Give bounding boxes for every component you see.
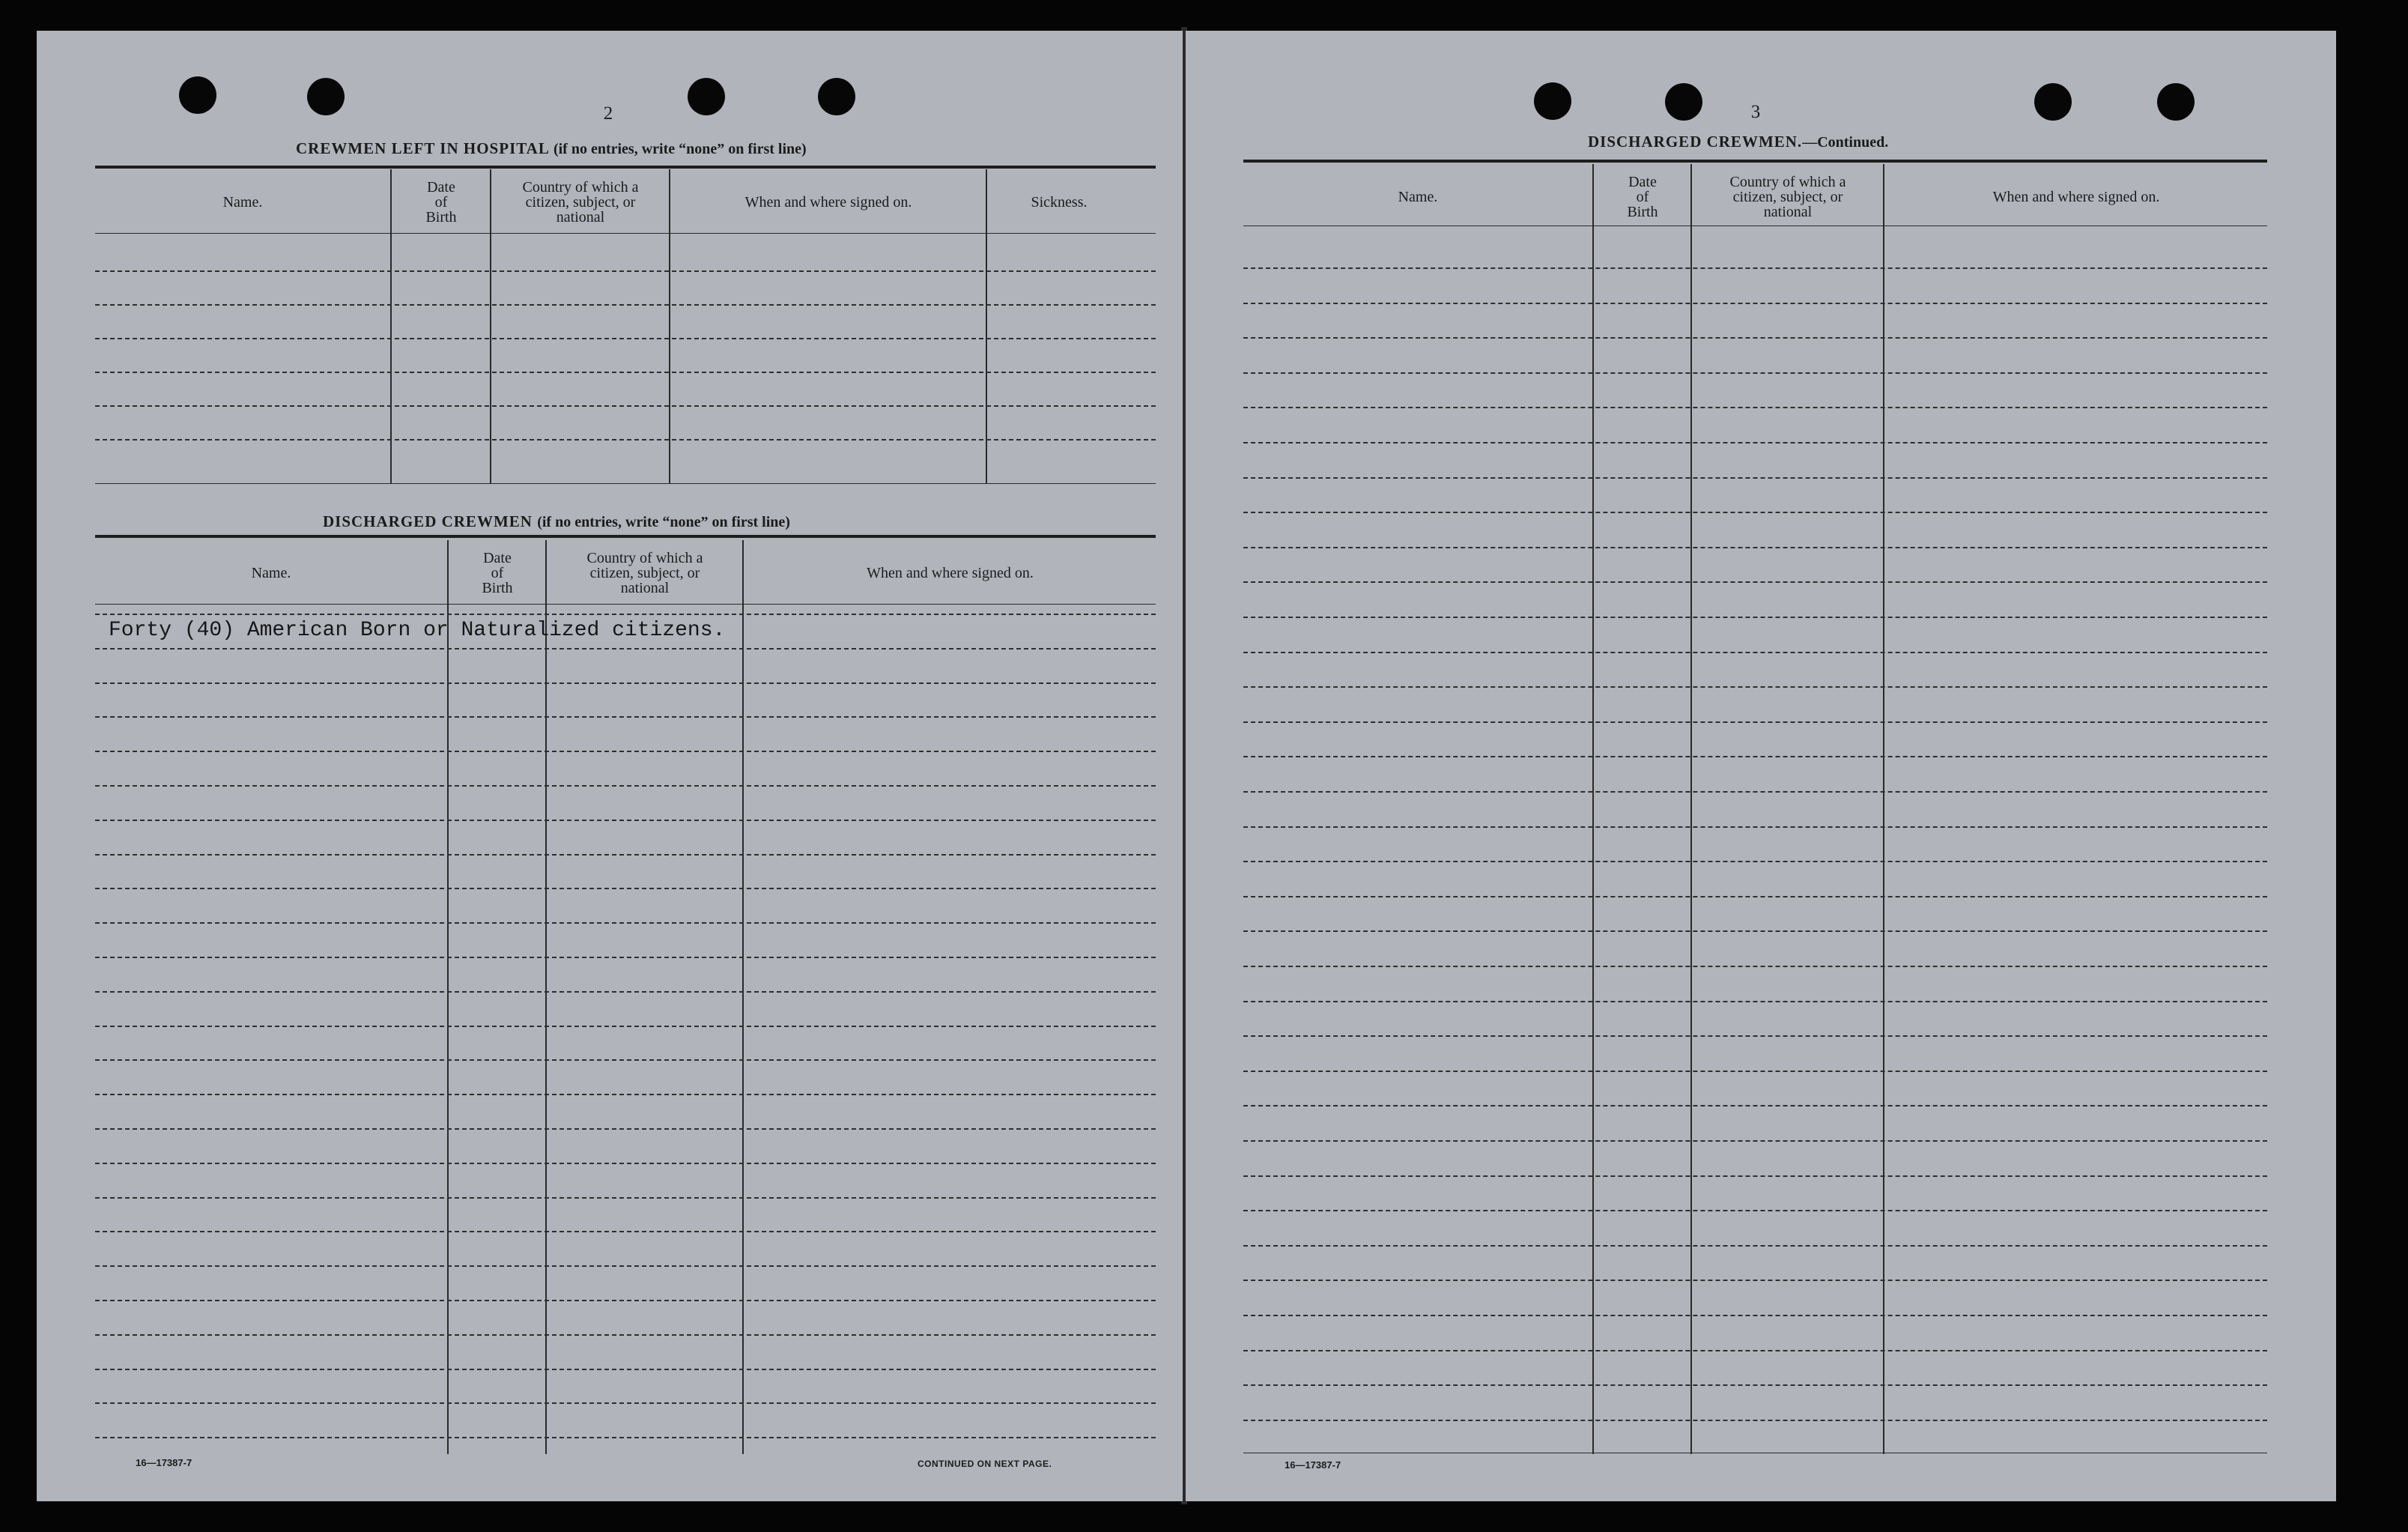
column-divider: [742, 540, 744, 1454]
ruled-line: [1243, 337, 2267, 339]
punch-hole: [179, 76, 216, 114]
ruled-line: [95, 1300, 1156, 1301]
punch-hole: [1534, 82, 1571, 120]
ruled-line: [95, 304, 1156, 306]
discharged-instruction: (if no entries, write “none” on first line): [537, 514, 790, 530]
ruled-line: [1243, 617, 2267, 618]
column-divider: [986, 169, 987, 484]
ruled-line: [1243, 721, 2267, 723]
column-divider: [1592, 164, 1594, 1454]
ruled-line: [1243, 896, 2267, 897]
right-col-signed-header: When and where signed on.: [1992, 189, 2160, 205]
right-section-title: [1588, 133, 1888, 151]
ruled-line: [1243, 267, 2267, 269]
ruled-line: [1243, 966, 2267, 967]
punch-hole: [2034, 83, 2072, 121]
ruled-line: [95, 405, 1156, 407]
right-col-dob-header: Date of Birth: [1627, 174, 1658, 220]
column-divider: [390, 169, 392, 484]
page-number: 3: [1750, 102, 1761, 122]
ruled-line: [1243, 547, 2267, 548]
punch-hole: [818, 78, 855, 115]
right-page: [1186, 31, 2336, 1501]
hospital-section-title: [296, 139, 807, 158]
ruled-line: [1243, 686, 2267, 688]
ruled-line: [95, 1265, 1156, 1267]
discharged-col-name-header: Name.: [251, 565, 291, 581]
ruled-line: [95, 1094, 1156, 1095]
ruled-line: [95, 716, 1156, 718]
ruled-line: [95, 682, 1156, 684]
ruled-line: [1243, 1035, 2267, 1037]
ruled-line: [1243, 407, 2267, 408]
ruled-line: [1243, 372, 2267, 374]
ruled-line: [1243, 1350, 2267, 1351]
ruled-line: [1243, 1420, 2267, 1421]
ruled-line: [95, 1026, 1156, 1027]
ruled-line: [95, 1437, 1156, 1438]
column-divider: [1690, 164, 1692, 1454]
ruled-line: [1243, 791, 2267, 793]
ruled-line: [95, 1059, 1156, 1061]
ruled-line: [95, 820, 1156, 821]
ruled-line: [1243, 1001, 2267, 1002]
ruled-line: [1243, 512, 2267, 513]
ruled-line: [1243, 581, 2267, 583]
punch-hole: [307, 78, 345, 115]
typed-entry: Forty (40) American Born or Naturalized citizens.: [109, 619, 726, 642]
ruled-line: [1243, 1210, 2267, 1211]
hospital-col-country-header: Country of which a citizen, subject, or national: [522, 179, 639, 225]
ruled-line: [95, 1163, 1156, 1164]
ruled-line: [95, 1369, 1156, 1370]
column-divider: [669, 169, 670, 484]
ruled-line: [1243, 442, 2267, 443]
right-col-name-header: Name.: [1398, 189, 1438, 205]
column-divider: [545, 540, 547, 1454]
hospital-col-signed-header: When and where signed on.: [744, 194, 912, 211]
ruled-line: [1243, 477, 2267, 479]
ruled-line: [1243, 930, 2267, 932]
ruled-line: [95, 785, 1156, 787]
discharged-header-rule: [95, 604, 1156, 605]
hospital-title-text: CREWMEN LEFT IN HOSPITAL: [296, 139, 549, 157]
ruled-line: [1243, 1315, 2267, 1316]
ruled-line: [95, 439, 1156, 440]
page-number: 2: [603, 103, 613, 124]
right-title-continued: —Continued.: [1802, 134, 1889, 151]
ruled-line: [1243, 652, 2267, 653]
ruled-line: [95, 1334, 1156, 1336]
right-title-text: DISCHARGED CREWMEN.: [1588, 133, 1803, 151]
ruled-line: [95, 1128, 1156, 1130]
ruled-line: [95, 751, 1156, 752]
ruled-line: [1243, 1105, 2267, 1106]
ruled-line: [1243, 1245, 2267, 1247]
ruled-line: [95, 372, 1156, 373]
ruled-line: [95, 1197, 1156, 1199]
hospital-col-sickness-header: Sickness.: [1031, 194, 1088, 211]
ruled-line: [1243, 1175, 2267, 1177]
ruled-line: [95, 338, 1156, 339]
hospital-col-name-header: Name.: [222, 194, 263, 211]
ruled-line: [1243, 861, 2267, 862]
ruled-line: [1243, 1140, 2267, 1142]
discharged-title-text: DISCHARGED CREWMEN: [323, 512, 533, 530]
column-divider: [490, 169, 491, 484]
discharged-col-country-header: Country of which a citizen, subject, or national: [586, 550, 703, 596]
discharged-top-rule: [95, 535, 1156, 538]
ruled-line: [1243, 1384, 2267, 1386]
column-divider: [1883, 164, 1884, 1454]
hospital-instruction: (if no entries, write “none” on first line): [553, 141, 807, 157]
ruled-line: [1243, 303, 2267, 304]
hospital-top-rule: [95, 166, 1156, 169]
left-page: [37, 31, 1183, 1501]
right-header-rule: [1243, 225, 2267, 226]
column-divider: [447, 540, 449, 1454]
ruled-line: [95, 991, 1156, 993]
discharged-col-dob-header: Date of Birth: [482, 550, 513, 596]
discharged-col-signed-header: When and where signed on.: [867, 565, 1034, 581]
hospital-header-rule: [95, 233, 1156, 234]
ruled-line: [1243, 1280, 2267, 1281]
hospital-col-dob-header: Date of Birth: [425, 179, 457, 225]
ruled-line: [1243, 1071, 2267, 1072]
punch-hole: [688, 78, 725, 115]
continued-note: CONTINUED ON NEXT PAGE.: [918, 1459, 1052, 1469]
ruled-line: [1243, 756, 2267, 757]
ruled-line: [1243, 826, 2267, 828]
ruled-line: [95, 854, 1156, 856]
ruled-line: [95, 957, 1156, 958]
ruled-line: [95, 1402, 1156, 1404]
ruled-line: [95, 648, 1156, 650]
right-col-country-header: Country of which a citizen, subject, or national: [1729, 174, 1846, 220]
ruled-line: [95, 922, 1156, 924]
punch-hole: [1665, 83, 1702, 121]
form-number: 16—17387-7: [1285, 1459, 1341, 1471]
ruled-line: [95, 1231, 1156, 1232]
form-number: 16—17387-7: [136, 1457, 192, 1468]
ruled-line: [95, 614, 1156, 615]
ruled-line: [95, 270, 1156, 272]
ruled-line: [95, 888, 1156, 889]
right-top-rule: [1243, 160, 2267, 163]
punch-hole: [2157, 83, 2195, 121]
